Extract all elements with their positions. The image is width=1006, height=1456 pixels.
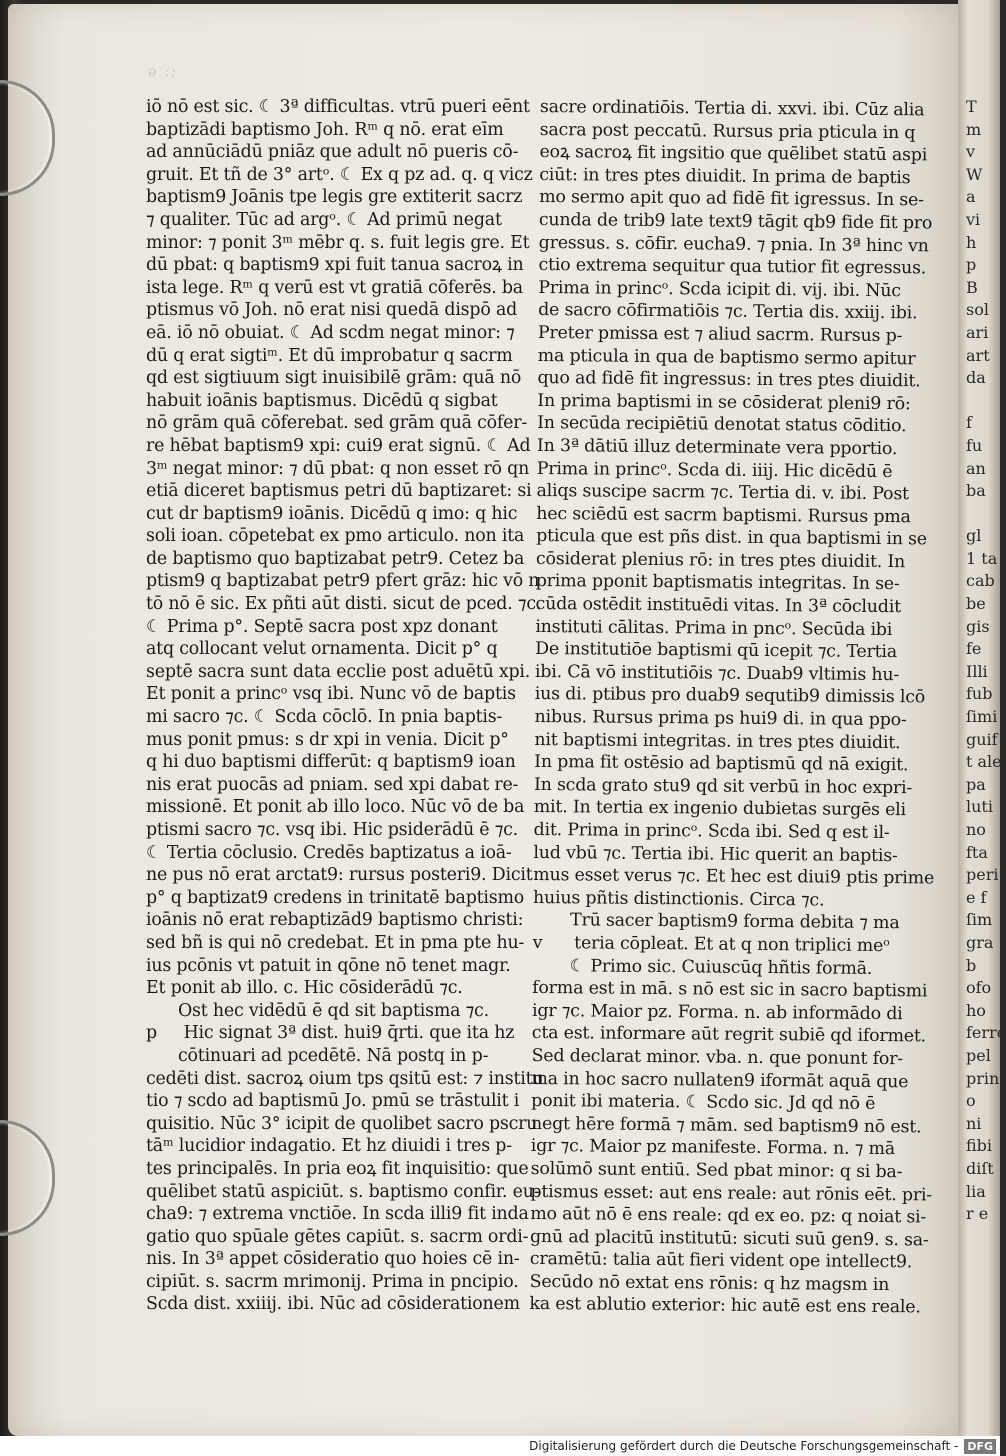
text-line: nō grām quā cōferebat. sed grām quā cōfer- [146,413,528,434]
edge-text-fragment: p [966,255,977,275]
text-line: minor: ⁊ ponit 3ᵐ mēbr q. s. fuit legis gre. Et [146,232,530,253]
text-line: Prima in princᵒ. Scda icipit di. vij. ibi. Nūc [538,277,901,301]
text-line: ptismus vō Joh. nō erat nisi quedā dispō ad [146,300,518,321]
edge-text-fragment: ferre [966,1023,1006,1043]
edge-text-fragment: W [966,164,983,184]
edge-text-fragment: cab [966,571,995,591]
edge-text-fragment: h [966,232,977,252]
text-line: cōsiderat plenius rō: in tres ptes diuidit. In [535,548,906,573]
text-line: pticula que est pñs dist. in qua baptismi in se [536,526,927,550]
text-line: ka est ablutio exterior: hic autē est ens reale. [529,1294,921,1318]
text-line: missionē. Et ponit ab illo loco. Nūc vō de ba [146,797,525,818]
facing-page-text-fragments [966,96,1006,1226]
text-line: Et ponit ab illo. c. Hic cōsiderādū ⁊c. [146,978,463,999]
edge-text-fragment [966,390,1000,413]
text-line: quisitio. Nūc 3° icipit de quolibet sacro pscru [146,1113,538,1134]
text-line: Et ponit a princᵒ vsq ibi. Nunc vō de baptis [146,684,516,705]
text-line: igr ⁊c. Maior pz. Forma. n. ab informādo di [531,1000,903,1024]
text-line: Sed declarat minor. vba. n. que ponunt for- [531,1045,904,1070]
edge-text-fragment: guif [966,729,998,749]
edge-text-fragment: m [966,119,982,139]
text-line: prima pponit baptismatis integritas. In se- [535,571,900,595]
text-line: Trū sacer baptism9 forma debita ⁊ ma [532,910,900,934]
text-line: In scda grato stu9 qd sit verbū in hoc expri- [533,774,913,799]
edge-text-fragment [966,503,1000,526]
text-line: instituti cālitas. Prima in pncᵒ. Secūda ibi [535,616,893,640]
edge-text-fragment: ba [966,481,986,501]
edge-text-fragment: v [966,142,976,162]
text-line: etiā diceret baptismus petri dū baptizaret: si [146,481,532,502]
text-line: v teria cōpleat. Et at q non triplici meᵒ [532,932,890,957]
text-line: mus esset verus ⁊c. Et hec est diui9 ptis prime [533,865,935,889]
text-line: In prima baptismi in se cōsiderat pleni9 rō: [537,390,911,414]
text-line: cut dr baptism9 ioānis. Dicēdū q imo: q hic [146,503,518,524]
text-line: quo ad fidē fit ingressus: in tres ptes diuidit. [537,368,921,392]
text-line: dū pbat: q baptism9 xpi fuit tanua sacroꝝ in [146,255,524,276]
text-line: mit. In tertia ex ingenio dubietas surgēs eli [533,797,907,821]
edge-text-fragment: prin [966,1068,1000,1088]
edge-text-fragment: da [966,368,986,388]
text-line: cōtinuari ad pcedētē. Nā postq in p- [146,1045,489,1066]
right-text-column [529,96,935,1319]
text-line: tō nō ē sic. Ex pñti aūt disti. sicut de pced. ⁊c. [146,594,542,615]
text-line: In secūda recipiētiū denotat status cōditio. [537,413,907,437]
edge-text-fragment: ſim [966,910,993,930]
text-line: nis. In 3ª appet cōsideratio quo hoies cē in- [146,1249,520,1270]
edge-text-fragment: f [966,413,972,433]
edge-text-fragment: ari [966,322,989,342]
text-line: 3ᵐ negat minor: ⁊ dū pbat: q non esset rō qn [146,458,530,479]
text-line: cunda de trib9 late text9 tāgit qb9 fide fit pro [538,209,933,234]
text-line: p° q baptizat9 credens in trinitatē baptismo [146,887,525,908]
text-line: ciūt: in tres ptes diuidit. In prima de baptis [539,164,911,189]
edge-text-fragment: lia [966,1181,986,1201]
edge-text-fragment: be [966,594,986,614]
digitization-footer [0,1436,1000,1456]
edge-text-fragment: ho [966,1000,986,1020]
text-line: ius di. ptibus pro duab9 sequtib9 dimissis lcō [534,684,926,708]
text-line: ☾ Tertia cōclusio. Credēs baptizatus a ioā- [146,842,512,863]
edge-text-fragment: no [966,820,986,839]
text-line: ptismi sacro ⁊c. vsq ibi. Hic psiderādū ē ⁊c. [146,820,519,840]
edge-text-fragment: r e [966,1204,989,1224]
edge-text-fragment: pel [966,1045,991,1065]
text-line: nit baptismi integritas. in tres ptes diuidit. [534,729,901,753]
left-text-column [146,96,544,1316]
text-line: forma est in mā. s nō est sic in sacro baptismi [532,978,928,1002]
text-line: sacre ordinatiōis. Tertia di. xxvi. ibi. Cūz alia [539,96,925,121]
text-line: nibus. Rursus prima ps hui9 di. in qua ppo- [534,707,907,731]
text-line: De institutiōe baptismi qū icepit ⁊c. Tertia [535,639,898,663]
text-line: habuit ioānis baptismus. Dicēdū q sigbat [146,390,498,411]
edge-text-fragment: T [966,97,977,116]
edge-text-fragment: art [966,345,990,365]
text-line: ponit ibi materia. ☾ Scdo sic. Jd qd nō ē [531,1091,876,1115]
text-line: Scda dist. xxiiij. ibi. Nūc ad cōsiderationem [146,1294,520,1315]
text-line: gruit. Et tñ de 3° artᵒ. ☾ Ex q pz ad. q. q vicz [146,164,533,185]
text-line: Preter pmissa est ⁊ aliud sacrm. Rursus p- [537,322,903,347]
text-line: gatio quo spūale gētes capiūt. s. sacrm ordi- [146,1226,529,1247]
text-line: dit. Prima in princᵒ. Scda ibi. Sed q est il- [533,819,890,844]
text-line: dū q erat sigtiᵐ. Et dū improbatur q sacrm [146,345,513,366]
text-line: septē sacra sunt data ecclie post aduētū xpi. [146,661,531,682]
text-line: gressus. s. cōfir. eucha9. ⁊ pnia. In 3ª hinc vn [538,232,929,256]
text-line: ad annūciādū pniāz que adult nō pueris cō- [146,142,519,163]
edge-text-fragment: 1 ta [966,548,998,568]
text-line: soli ioan. cōpetebat ex pmo articulo. non ita [146,526,525,547]
text-line: ne pus nō erat arctat9: rursus posteri9. Dicit [146,865,533,886]
edge-text-fragment: sol [966,300,989,320]
text-line: hec sciēdū est sacrm baptismi. Rursus pma [536,503,911,527]
text-line: Secūdo nō extat ens rōnis: q hz magsm in [529,1271,890,1295]
edge-text-fragment: pa [966,774,986,794]
text-line: aliqs suscipe sacrm ⁊c. Tertia di. v. ibi. Post [536,481,909,505]
text-line: igr ⁊c. Maior pz manifeste. Forma. n. ⁊ mā [530,1136,896,1160]
edge-text-fragment: fub [966,684,993,704]
text-line: mi sacro ⁊c. ☾ Scda cōclō. In pnia baptis- [146,707,503,728]
edge-text-fragment: a [966,187,976,207]
edge-text-fragment: fe [966,639,982,659]
text-line: Prima in princᵒ. Scda di. iiij. Hic dicēdū ē [536,458,893,482]
edge-text-fragment: vi [966,209,981,229]
text-line: ioānis nō erat rebaptizād9 baptismo christi: [146,910,524,931]
text-line: p Hic signat 3ª dist. hui9 q̄rti. que ita hz [146,1023,515,1044]
text-line: iō nō est sic. ☾ 3ª difficultas. vtrū pueri eēnt [146,97,530,117]
edge-text-fragment: peri [966,865,999,885]
text-line: ma in hoc sacro nullaten9 iformāt aquā que [531,1068,909,1092]
text-line: solūmō sunt entiū. Sed pbat minor: q si ba- [530,1158,903,1183]
text-line: huius pñtis distinctionis. Circa ⁊c. [532,887,825,911]
text-line: lud vbū ⁊c. Tertia ibi. Hic querit an baptis- [533,842,898,866]
text-line: ptism9 q baptizabat petr9 pfert grāz: hic vō n [146,571,540,592]
text-line: ius pcōnis vt patuit in qōne nō tenet magr. [146,955,511,976]
edge-text-fragment: gis [966,616,990,636]
edge-text-fragment: B [966,277,978,297]
edge-text-fragment: an [966,458,986,478]
edge-text-fragment: o [966,1091,976,1111]
edge-text-fragment: luti [966,797,993,817]
edge-text-fragment: fu [966,435,983,455]
text-line: ista lege. Rᵐ q verū est vt gratiā cōferēs. ba [146,277,523,298]
edge-text-fragment: t ale [966,752,1002,772]
text-line: q hi duo baptismi differūt: q baptism9 ioan [146,752,516,773]
edge-text-fragment: e f [966,887,987,907]
text-line: sed bñ is qui nō credebat. Et in pma pte hu- [146,932,525,953]
dfg-logo: DFG [964,1439,996,1454]
edge-text-fragment: fibi [966,1136,993,1156]
edge-text-fragment: ofo [966,978,992,998]
text-line: de baptismo quo baptizabat petr9. Cetez ba [146,548,525,569]
text-line: tāᵐ lucidior indagatio. Et hz diuidi i tres p- [146,1136,512,1157]
text-line: ptismus esset: aut ens reale: aut rōnis eēt. pri- [530,1181,933,1205]
text-line: gnū ad placitū institutū: sicuti suū gen9. s. sa- [529,1226,929,1251]
text-line: mus ponit pmus: s dr xpi in venia. Dicit p° [146,729,509,750]
text-line: In 3ª dātiū illuz determinate vera pportio. [536,435,898,460]
text-line: In pma fit ostēsio ad baptismū qd nā exigit. [534,752,909,776]
text-line: ibi. Cā vō institutiōis ⁊c. Duab9 vltimis hu- [534,661,900,685]
text-line: Ost hec vidēdū ē qd sit baptisma ⁊c. [146,1000,489,1021]
edge-text-fragment: fta [966,842,988,862]
text-line: ⁊ qualiter. Tūc ad argᵒ. ☾ Ad primū negat [146,209,502,230]
text-line: negt hēre formā ⁊ mām. sed baptism9 nō est. [530,1113,922,1138]
text-line: baptism9 Joānis tpe legis gre extiterit sacrz [146,187,523,208]
text-line: baptizādi baptismo Joh. Rᵐ q nō. erat eīm [146,119,504,140]
text-line: atq collocant velut ornamenta. Dicit p° q [146,639,498,660]
edge-text-fragment: ni [966,1113,982,1133]
text-line: nis erat puocās ad pniam. sed xpi dabat re- [146,774,519,795]
edge-text-fragment: ſimi [966,707,998,727]
margin-marks: ǝ :; [148,64,179,80]
text-line: cipiūt. s. sacrm mrimonij. Prima in pncipio. [146,1271,519,1292]
text-line: tes principalēs. In pria eoꝝ fit inquisitio: que [146,1158,529,1179]
text-line: mo aūt nō ē ens reale: qd ex eo. pz: q noiat si- [530,1204,927,1228]
text-line: tio ⁊ scdo ad baptismū Jo. pmū se trāstulit i [146,1091,520,1112]
text-line: ☾ Primo sic. Cuiuscūq hñtis formā. [532,955,873,979]
text-line: re hēbat baptism9 xpi: cui9 erat signū. ☾ Ad [146,435,531,456]
footer-credit-text: Digitalisierung gefördert durch die Deutsche Forschungsgemeinschaft - [529,1439,959,1453]
text-line: cta est. informare aūt regrit subiē qd iformet. [531,1023,927,1047]
text-line: qd est sigtiuum sigt inuisibilē grām: quā nō [146,368,522,389]
text-line: ma pticula in qua de baptismo sermo apitur [537,345,916,369]
text-line: de sacro cōfirmatiōis ⁊c. Tertia dis. xxiij. ibi. [538,300,918,324]
text-line: eā. iō nō obuiat. ☾ Ad scdm negat minor: ⁊ [146,322,515,343]
text-line: sacra post peccatū. Rursus pria pticula in q [539,119,916,143]
edge-text-fragment: b [966,955,977,975]
text-line: cūda ostēdit instituēdi vitas. In 3ª cōcludit [535,594,902,618]
text-line: ctio extrema sequitur qua tutior fit egressus. [538,255,927,279]
text-line: cha9: ⁊ extrema vnctiōe. In scda illi9 fit inda [146,1204,529,1225]
text-line: ☾ Prima p°. Septē sacra post xpz donant [146,616,498,637]
text-line: cramētū: talia aūt fieri vident ope intellect9. [529,1249,913,1273]
text-line: cedēti dist. sacroꝝ oium tps qsitū est: ⁊ institu [146,1068,544,1089]
edge-text-fragment: diſt [966,1158,994,1178]
edge-text-fragment: gra [966,932,994,952]
text-line: mo sermo apit quo ad fidē fit igressus. In se- [539,187,924,211]
edge-text-fragment: Illi [966,661,988,681]
edge-text-fragment: gl [966,526,982,546]
text-line: eoꝝ sacroꝝ fit ingsitio que quēlibet statū aspi [539,142,928,166]
text-line: quēlibet statū aspiciūt. s. baptismo confir. eu- [146,1181,540,1202]
